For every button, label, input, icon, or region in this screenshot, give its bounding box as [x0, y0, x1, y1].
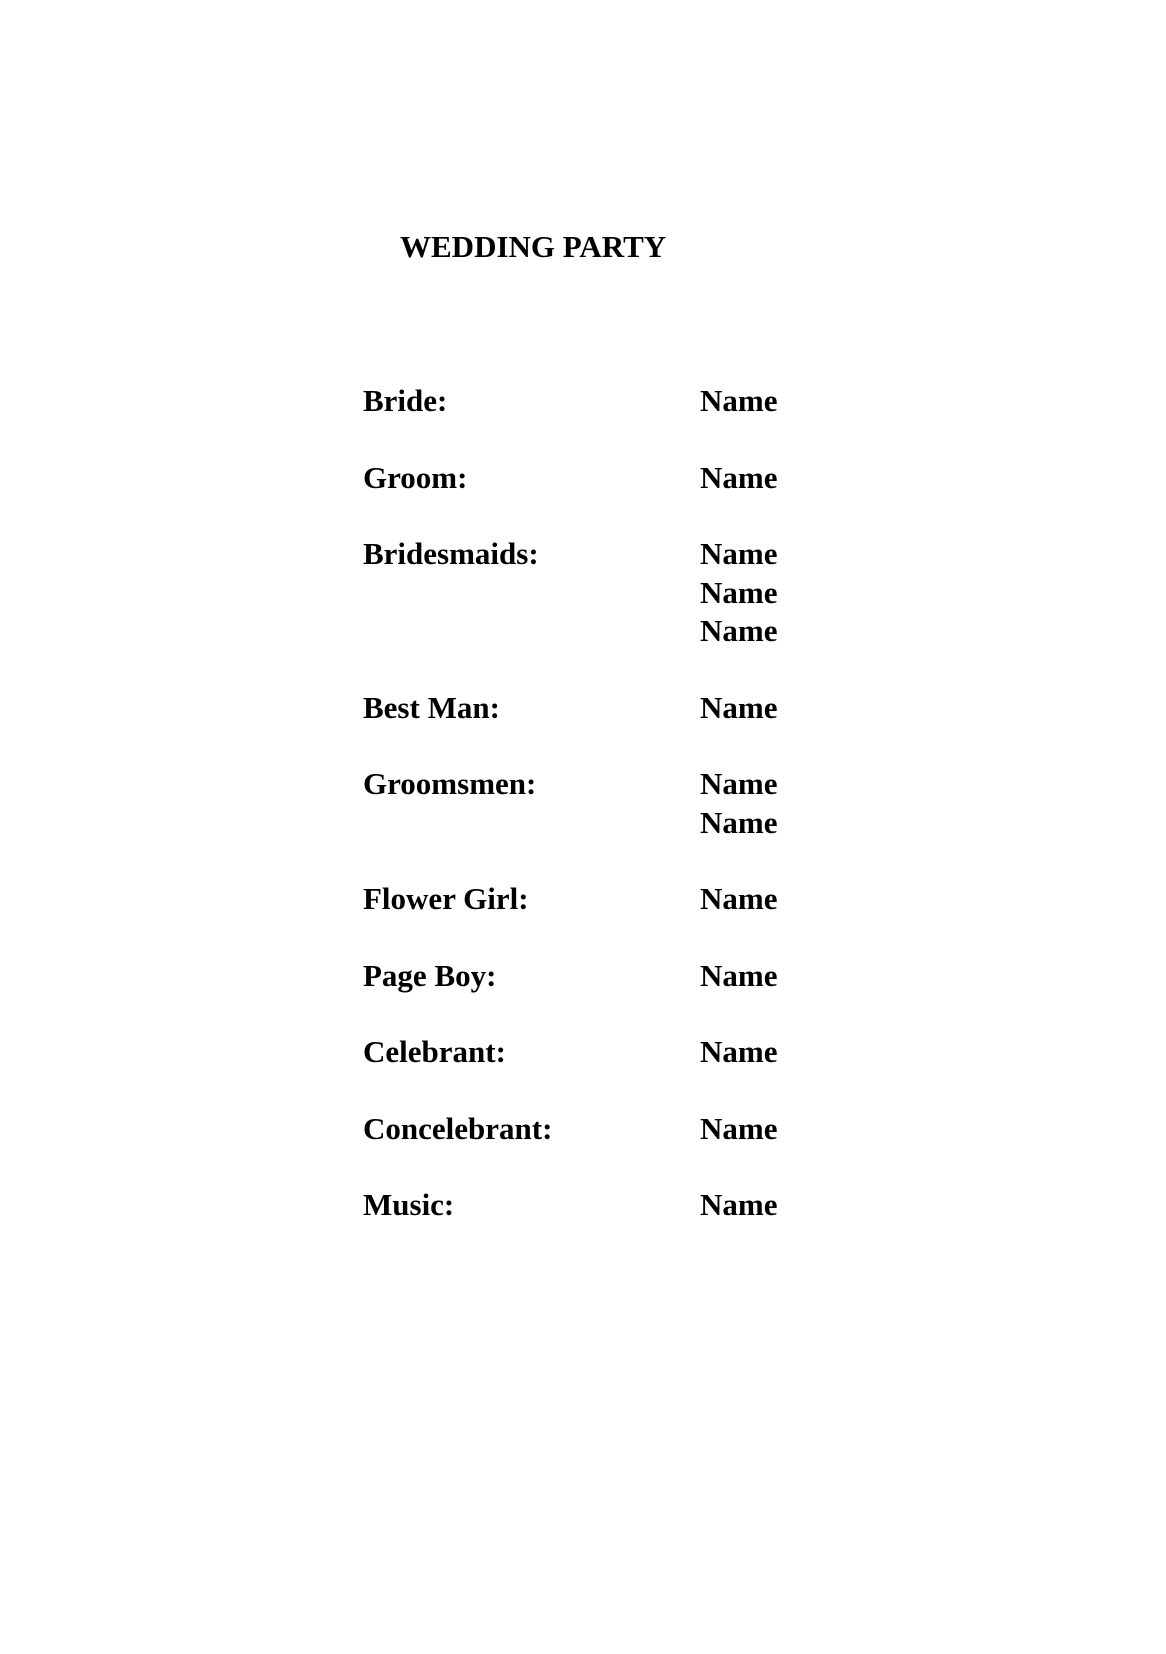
- role-row-celebrant: [363, 1033, 923, 1072]
- role-row-groom: [363, 459, 923, 498]
- role-row-bride: [363, 382, 923, 421]
- role-label: Groomsmen:: [363, 766, 537, 801]
- role-row-best-man: [363, 689, 923, 728]
- role-name: Name: [700, 1110, 778, 1146]
- role-names: [700, 880, 777, 919]
- role-label: Flower Girl:: [363, 881, 529, 916]
- role-name: Name: [700, 1034, 778, 1069]
- role-name: Name: [700, 957, 778, 993]
- role-label: Celebrant:: [363, 1034, 506, 1069]
- role-label: Page Boy:: [363, 957, 497, 993]
- role-row-groomsmen: [363, 765, 923, 842]
- role-label: Groom:: [363, 459, 468, 495]
- role-row-bridesmaids: [363, 535, 923, 651]
- role-label: Concelebrant:: [363, 1110, 553, 1146]
- role-row-flower-girl: [363, 880, 923, 919]
- role-name: Name: [700, 383, 778, 418]
- role-row-concelebrant: [363, 1110, 923, 1149]
- role-names: [700, 459, 777, 498]
- role-label: Bride:: [363, 383, 448, 418]
- role-name: Name: [700, 766, 778, 801]
- wedding-party-list: [363, 382, 923, 1263]
- role-names: [700, 689, 777, 728]
- role-label: Music:: [363, 1187, 455, 1222]
- role-label: Best Man:: [363, 689, 500, 725]
- role-row-music: [363, 1186, 923, 1225]
- role-name: Name: [700, 459, 778, 495]
- role-name: Name: [700, 1187, 778, 1222]
- page-title: WEDDING PARTY: [400, 229, 667, 264]
- role-names: [700, 957, 777, 996]
- role-name: Name: [700, 804, 778, 840]
- role-names: [700, 1186, 777, 1225]
- role-names: [700, 1033, 777, 1072]
- role-row-page-boy: [363, 957, 923, 996]
- role-name: Name: [700, 689, 778, 725]
- role-names: [700, 535, 777, 651]
- role-label: Bridesmaids:: [363, 536, 539, 571]
- role-name: Name: [700, 881, 778, 916]
- role-name: Name: [700, 613, 778, 648]
- role-name: Name: [700, 536, 778, 571]
- role-names: [700, 1110, 777, 1149]
- role-names: [700, 382, 777, 421]
- role-name: Name: [700, 574, 778, 610]
- role-names: [700, 765, 777, 842]
